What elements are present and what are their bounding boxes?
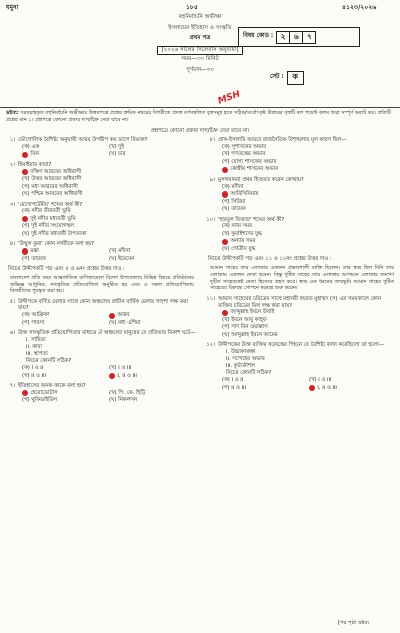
- question: [4, 266, 196, 295]
- option-label: (ক) i ও ii: [22, 365, 44, 372]
- option-label: আব্দুল্লাহ ইবনে উবাই: [230, 309, 275, 316]
- answer-option[interactable]: [22, 169, 196, 176]
- stimulus-paragraph: বাংলাদেশ প্রতি বছর আন্তর্জাতিক বাণিজ্যমেলা বিদেশ উপজেলায় বিভিন্ন বিষয়ে প্রতিষ্ঠানের অভিজ্ঞ আধুনিক, সাংস্কৃতিক প্রতিযোগিতা অনুষ্ঠিত হয় এবং এ সকল প্রতিযোগিতায় বিজয়ীদের পুরস্কৃত করা হয়।: [10, 274, 194, 295]
- option-label: (গ) সিরিয়া: [222, 198, 246, 205]
- question: [204, 256, 396, 292]
- answer-option[interactable]: [222, 385, 309, 392]
- question-number: ৩।: [9, 201, 15, 208]
- option-label: (খ) দুই: [109, 143, 124, 150]
- instructions-text: সরবরাহকৃত বহুনির্বাচনি অভীক্ষার উত্তরপত্রে প্রশ্নের ক্রমিক নম্বরের বিপরীতে প্রদত্ত বর্ণসম্বলিত বৃত্তসমূহ হতে সঠিক/সর্বোৎকৃষ্ট উত্তরের বৃত্তটি বল পয়েন্ট কলম দ্বারা সম্পূর্ণ ভরাট কর। প্রতিটি প্রশ্নের মান ১। প্রশ্নপত্রে কোনো প্রকার দাগ/চিহ্ন দেয়া যাবে না।: [6, 110, 391, 123]
- option-label: (গ) সাদ বিন ওয়াক্কাস: [222, 324, 268, 331]
- question: [4, 162, 196, 198]
- answer-option[interactable]: [222, 166, 396, 173]
- option-label: (ঘ) মধ্য এশিয়া: [109, 319, 141, 326]
- sub-instructions: প্রশ্নপত্রে কোনো প্রকার দাগ/চিহ্ন দেয়া যাবে না।: [150, 128, 250, 134]
- answer-option[interactable]: [22, 248, 109, 255]
- exam-time: সময়—৩০ মিনিট: [181, 56, 219, 62]
- answer-option[interactable]: [309, 385, 396, 392]
- exam-marks: পূর্ণমান—৩০: [185, 66, 215, 73]
- option-list: [4, 169, 196, 199]
- stimulus-note: নিচের উদ্দীপকটি পড় এবং ১১ ও ১২নং প্রশ্নের উত্তর দাও :: [208, 256, 332, 263]
- option-label: দুই নদীর মধ্যবর্তী ভূমি: [30, 215, 76, 222]
- question-text: [4, 330, 196, 337]
- question-number: ৬।: [9, 330, 15, 337]
- statement-item: ii. সন্দেহের অভাব: [226, 356, 265, 363]
- question: [4, 202, 196, 238]
- question-number: ১১।: [206, 295, 215, 302]
- option-label: (গ) ii ও iii: [22, 372, 46, 379]
- answer-option[interactable]: [22, 223, 196, 230]
- statement-item: iii. স্থাপত্য: [26, 351, 48, 358]
- set-box: [270, 70, 330, 85]
- option-label: (ক) i ও ii: [222, 377, 244, 384]
- question: [204, 217, 396, 253]
- question: [4, 241, 196, 262]
- question-stem: আমান সাহেবের চরিত্রের সাথে মহানবী হযরত মুহাম্মদ (স) এর সময়কালে কোন ব্যক্তির চরিত্রের মিল লক্ষ করা যায়?: [218, 295, 381, 309]
- question-number: ৪।: [9, 241, 15, 248]
- selected-answer-bubble: [109, 313, 115, 319]
- stimulus-paragraph: আমান সাহেব তার এলাকার একজন প্রভাবশালী ব্যক্তি ছিলেন। তার স্বচ্ছ ছিল যিনি তার এলাকায় একজন নেতা হবেন। কিন্তু দুটিত সাহেব তার এলাকায় আগমনে এলাকার জনগণ দুটিত সাহেবকেই নেতা হিসেবে গ্রহণ করে। স্বচ্ছ এক ধরনের জন্মভূমি আমান সাহেব দুটিত সাহেবের বিরুদ্ধে গোপনে ষড়যন্ত্র শুরু করেন।: [210, 265, 394, 292]
- header-left: যমুনা: [6, 4, 19, 11]
- option-label: দক্ষিণ আরবের অধিবাসী: [30, 168, 82, 175]
- right-question-column: [204, 137, 396, 395]
- stamp-mark: MSH: [216, 89, 242, 107]
- answer-option[interactable]: [109, 151, 196, 158]
- answer-option[interactable]: [22, 390, 109, 397]
- question: [204, 296, 396, 339]
- answer-option[interactable]: [109, 248, 196, 255]
- question-text: [4, 241, 196, 248]
- question-number: ৫।: [9, 298, 15, 305]
- question-text: [204, 217, 396, 224]
- answer-option[interactable]: [22, 191, 196, 198]
- answer-option[interactable]: [22, 144, 109, 151]
- question-text: [204, 177, 396, 184]
- header-right: ৪১২৩/২০২৬: [342, 4, 377, 11]
- question-stem: উক্ত সাংস্কৃতিক প্রতিযোগিতার মাধ্যমে ঐ অঞ্চলের মানুষের যে প্রতিভার বিকাশ ঘটে—: [18, 330, 196, 337]
- question-text: [4, 137, 196, 144]
- option-label: হেরোডোটাস: [30, 389, 58, 396]
- option-list: [4, 390, 196, 405]
- option-label: (ক) নদীর তীরবর্তী ভূমি: [22, 208, 71, 215]
- selected-answer-bubble: [109, 373, 115, 379]
- statement-list: [204, 349, 396, 377]
- option-label: আরব: [117, 312, 130, 319]
- subject-code-digit: ২: [276, 31, 290, 44]
- option-label: i, ii ও iii: [317, 384, 337, 391]
- answer-option[interactable]: [222, 231, 396, 238]
- question-number: ১২।: [206, 342, 215, 349]
- question: [4, 137, 196, 158]
- option-list: [4, 248, 196, 263]
- answer-option[interactable]: [222, 144, 396, 151]
- option-label: (গ) পারস্য: [22, 319, 45, 326]
- answer-option[interactable]: [222, 309, 396, 316]
- option-label: (খ) কুরাইশদের যুদ্ধ: [222, 230, 262, 237]
- question-stem: ভৌগোলিক বৈশিষ্ট্য অনুযায়ী আরব উপদ্বীপ কয় ভাগে বিভক্ত?: [18, 137, 148, 143]
- selected-answer-bubble: [22, 248, 28, 254]
- option-label: (ঘ) দুই নদীর মধ্যবর্তী উপত্যকা: [22, 230, 87, 237]
- selected-answer-bubble: [222, 239, 228, 245]
- statement-question: নিচের কোনটি সঠিক?: [226, 370, 272, 377]
- option-label: (খ) উত্তর আরবের অধিবাসী: [22, 176, 82, 183]
- answer-option[interactable]: [109, 320, 196, 327]
- statement-item: iii. কূটকৌশল: [226, 363, 255, 370]
- answer-option[interactable]: [22, 312, 109, 319]
- option-label: (গ) থুকিডাইডিস: [22, 397, 58, 404]
- paper-name: প্রথম পত্র: [189, 35, 211, 41]
- option-label: (খ) পি. কে. হিট্টি: [109, 389, 146, 396]
- option-label: তিন: [30, 151, 40, 158]
- selected-answer-bubble: [222, 310, 228, 316]
- question: [4, 330, 196, 379]
- subject-code-digit: ৬: [289, 31, 303, 44]
- question-stem: প্রাক-ইসলামি আরবে রাজনৈতিক বিশৃঙ্খলার মূল কারণ ছিল—: [218, 137, 347, 143]
- option-label: আবিসিনিয়ায়: [230, 191, 259, 198]
- answer-option[interactable]: [109, 144, 196, 151]
- answer-option[interactable]: [109, 390, 196, 397]
- instructions-prefix: দ্রষ্টব্য:: [6, 110, 19, 116]
- question: [204, 177, 396, 213]
- statement-item: i. উচ্চাকাঙ্ক্ষা: [226, 349, 256, 356]
- answer-option[interactable]: [109, 256, 196, 263]
- subject-code-label: বিষয় কোড :: [243, 33, 274, 40]
- question-text: [4, 162, 196, 169]
- answer-option[interactable]: [222, 238, 396, 245]
- answer-option[interactable]: [22, 320, 109, 327]
- answer-option[interactable]: [22, 208, 196, 215]
- question: [204, 137, 396, 173]
- option-label: (খ) গণতন্ত্রের অভাব: [222, 151, 266, 158]
- option-label: (গ) দুই নদীর সংযোগস্থল: [22, 223, 74, 230]
- option-label: (ঘ) নিকলসন: [109, 397, 138, 404]
- answer-option[interactable]: [22, 397, 109, 404]
- page-number: ১৮৫: [186, 4, 199, 11]
- answer-option[interactable]: [22, 373, 109, 380]
- option-list: [204, 144, 396, 174]
- question-text: [204, 296, 396, 310]
- option-label: কেন্দ্রীয় শাসনের অভাব: [230, 166, 278, 173]
- question: [4, 383, 196, 404]
- answer-option[interactable]: [222, 317, 396, 324]
- subject-name: ইসলামের ইতিহাস ও সংস্কৃতি: [168, 24, 232, 31]
- option-label: (গ) মধ্য আরবের অধিবাসী: [22, 183, 78, 190]
- option-label: i, ii ও iii: [117, 372, 137, 379]
- question-text: [4, 383, 196, 390]
- question-stem: 'উম্মুল কুরা' কোন নগরীকে বলা হয়?: [18, 241, 95, 248]
- statement-question: নিচের কোনটি সঠিক?: [26, 358, 72, 365]
- statement-item: i. সাহিত্য: [26, 337, 46, 344]
- option-label: (ক) মদীনা: [222, 183, 244, 190]
- statement-list: [4, 337, 196, 365]
- question-number: ২।: [9, 161, 15, 168]
- set-label: সেট :: [270, 73, 284, 80]
- answer-option[interactable]: [22, 184, 196, 191]
- option-label: (ক) আফ্রিকা: [22, 312, 50, 319]
- option-label: (খ) মদীনা: [109, 248, 131, 255]
- selected-answer-bubble: [22, 152, 28, 158]
- option-label: মক্কা: [30, 248, 39, 255]
- option-label: (খ) i ও iii: [309, 377, 332, 384]
- selected-answer-bubble: [222, 167, 228, 173]
- selected-answer-bubble: [22, 169, 28, 175]
- answer-option[interactable]: [22, 256, 109, 263]
- subject-code-box: [238, 27, 360, 47]
- option-label: (ক) সুশাসনের অভাব: [222, 143, 267, 150]
- question-number: ৯।: [209, 176, 215, 183]
- option-label: (খ) ইবনে আবু কাহ্ফ: [222, 316, 267, 323]
- answer-option[interactable]: [22, 216, 196, 223]
- question-text: [204, 137, 396, 144]
- question-number: ৭।: [9, 383, 15, 390]
- subject-code-digit: ৭: [302, 31, 316, 44]
- selected-answer-bubble: [22, 216, 28, 222]
- option-label: (খ) i ও iii: [109, 365, 132, 372]
- option-label: (ঘ) গোত্রীয় যুদ্ধ: [222, 245, 256, 252]
- answer-option[interactable]: [22, 365, 109, 372]
- answer-option[interactable]: [309, 377, 396, 384]
- answer-option[interactable]: [222, 246, 396, 253]
- question: [204, 342, 396, 391]
- answer-option[interactable]: [222, 377, 309, 384]
- question-number: ১।: [9, 137, 15, 143]
- test-name: বহুনির্বাচনি অভীক্ষা: [178, 14, 222, 20]
- answer-option[interactable]: [22, 176, 196, 183]
- option-list: [4, 365, 196, 380]
- option-label: (ঘ) আব্দুল্লাহ ইবনে আমের: [222, 331, 278, 338]
- question-text: [4, 299, 196, 313]
- option-list: [204, 377, 396, 392]
- selected-answer-bubble: [309, 385, 315, 391]
- question-stem: 'মেসোপটেমীয়' শব্দের অর্থ কী?: [18, 201, 83, 208]
- answer-option[interactable]: [222, 206, 396, 213]
- option-label: (গ) তায়েফ: [22, 255, 46, 262]
- answer-option[interactable]: [22, 231, 196, 238]
- answer-option[interactable]: [222, 324, 396, 331]
- question-stem: উদ্দীপকে বর্ণিত মেলার সাথে কোন অঞ্চলের প্রাচীন বার্ষিক মেলার সাদৃশ্য লক্ষ করা যায়?: [18, 298, 189, 312]
- question-stem: উদ্দীপকের উক্ত ব্যক্তির ষড়যন্ত্রের পিছনে যে বৈশিষ্ট্য কাজ করেছিলো তা হলো—: [218, 342, 385, 349]
- answer-option[interactable]: [109, 397, 196, 404]
- option-list: [4, 208, 196, 238]
- option-label: (ঘ) পশ্চিম আরবের অধিবাসী: [22, 191, 83, 198]
- option-list: [4, 312, 196, 327]
- set-value: ক: [287, 71, 304, 85]
- stimulus-note: নিচের উদ্দীপকটি পড় এবং ৫ ও ৬নং প্রশ্নের উত্তর দাও :: [8, 266, 125, 273]
- question-stem: মুসলমানরা প্রথম হিজরত করেন কোথায়?: [218, 176, 304, 183]
- option-list: [204, 184, 396, 214]
- answer-option[interactable]: [22, 151, 109, 158]
- answer-option[interactable]: [222, 332, 396, 339]
- question-stem: ইতিহাসের জনক কাকে বলা হয়?: [18, 383, 86, 390]
- answer-option[interactable]: [222, 159, 396, 166]
- option-list: [4, 144, 196, 159]
- answer-option[interactable]: [222, 199, 396, 206]
- option-list: [204, 309, 396, 339]
- answer-option[interactable]: [222, 223, 396, 230]
- answer-option[interactable]: [109, 365, 196, 372]
- option-label: (ঘ) তায়েফ: [222, 206, 246, 213]
- question-stem: 'হারবুল ফিজার' শব্দের অর্থ কী?: [218, 216, 285, 223]
- option-label: (ঘ) ইয়েমেন: [109, 255, 135, 262]
- option-list: [204, 223, 396, 253]
- left-question-column: [4, 137, 196, 408]
- statement-item: ii. কাব্য: [26, 344, 43, 351]
- option-label: (ঘ) চার: [109, 151, 126, 158]
- divider-top: [0, 107, 400, 108]
- continue-note: [পর পৃষ্ঠা দ্রষ্টব্য: [338, 620, 370, 626]
- syllabus-note: [২০২৬ সালের সিলেবাস অনুযায়ী]: [157, 46, 242, 55]
- option-label: (ক) এক: [22, 143, 40, 150]
- selected-answer-bubble: [22, 390, 28, 396]
- answer-option[interactable]: [109, 373, 196, 380]
- question-number: ১০।: [206, 216, 215, 223]
- option-label: (গ) ii ও iii: [222, 384, 246, 391]
- option-label: (গ) যোগ্য শাসকের অভাব: [222, 158, 277, 165]
- option-label: (ক) ন্যায় সমর: [222, 223, 252, 230]
- selected-answer-bubble: [222, 191, 228, 197]
- answer-option[interactable]: [222, 191, 396, 198]
- question-number: ৮।: [209, 137, 215, 143]
- question: [4, 299, 196, 327]
- answer-option[interactable]: [222, 184, 396, 191]
- answer-option[interactable]: [222, 151, 396, 158]
- option-label: অন্যায় সমর: [230, 238, 256, 245]
- question-stem: হিমাইয়ার কারা?: [18, 161, 52, 168]
- answer-option[interactable]: [109, 312, 196, 319]
- instructions: [6, 110, 394, 124]
